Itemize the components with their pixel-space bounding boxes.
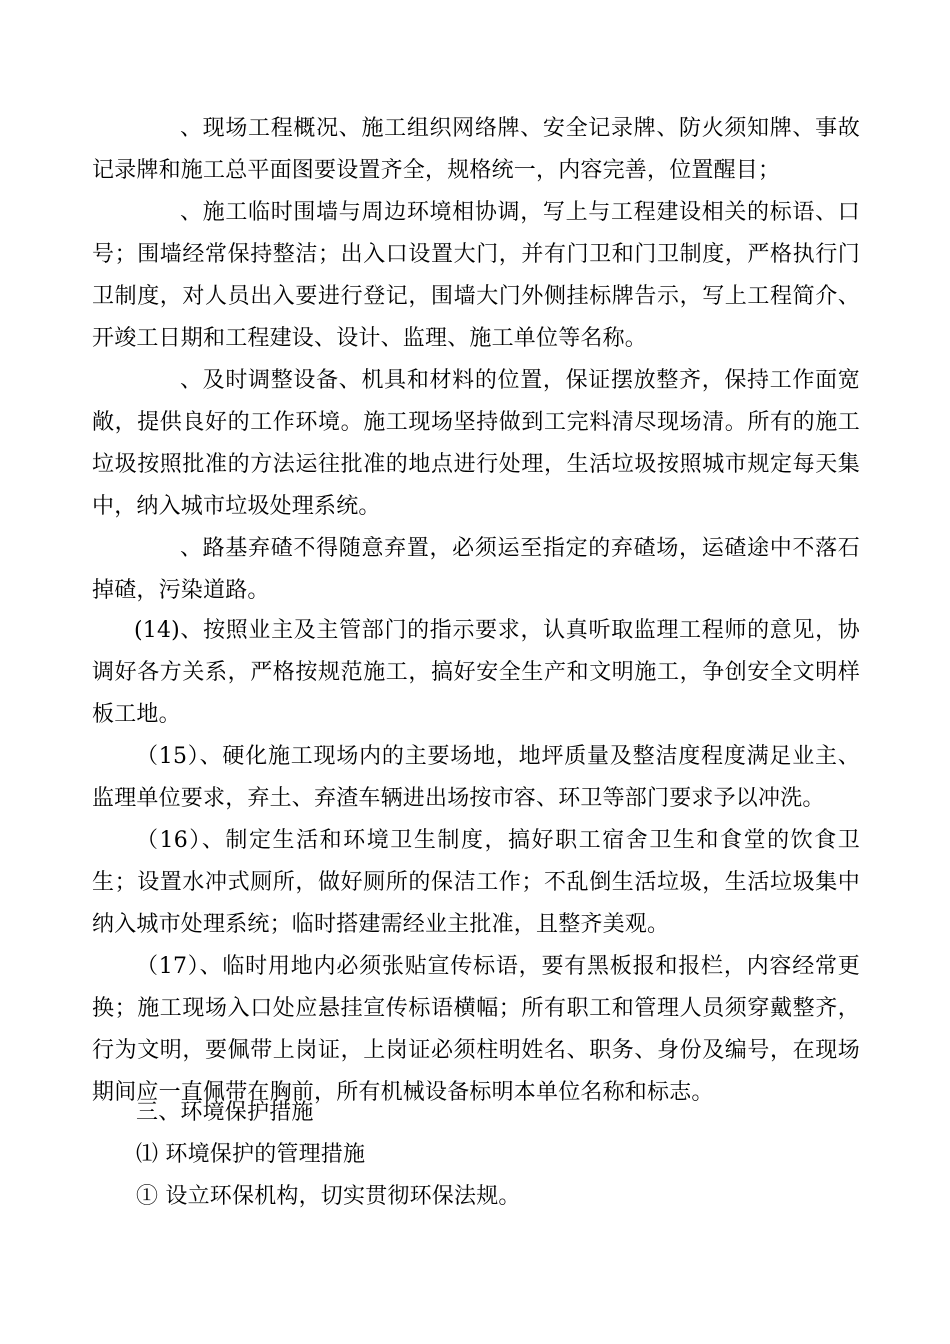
paragraph-item-15: （15）、硬化施工现场内的主要场地，地坪质量及整洁度程度满足业主、监理单位要求，弃土、弃渣车辆进出场按市容、环卫等部门要求予以冲洗。 — [92, 744, 860, 811]
paragraph-item-16: （16）、制定生活和环境卫生制度，搞好职工宿舍卫生和食堂的饮食卫生；设置水冲式厕所，做好厕所的保洁工作；不乱倒生活垃圾，生活垃圾集中纳入城市处理系统；临时搭建需经业主批准，且整齐美观。 — [92, 828, 860, 937]
paragraph-spoil-disposal: 、路基弃碴不得随意弃置，必须运至指定的弃碴场，运碴途中不落石掉碴，污染道路。 — [92, 536, 860, 603]
paragraph-temporary-wall: 、施工临时围墙与周边环境相协调，写上与工程建设相关的标语、口号；围墙经常保持整洁；出入口设置大门，并有门卫和门卫制度，严格执行门卫制度，对人员出入要进行登记，围墙大门外侧挂标牌告示，写上工程简介、开竣工日期和工程建设、设计、监理、施工单位等名称。 — [92, 200, 860, 351]
paragraph-signage: 、现场工程概况、施工组织网络牌、安全记录牌、防火须知牌、事故记录牌和施工总平面图要设置齐全，规格统一，内容完善，位置醒目； — [92, 116, 860, 183]
list-item-1: ① 设立环保机构，切实贯彻环保法规。 — [136, 1184, 521, 1209]
subsection-heading-management: ⑴ 环境保护的管理措施 — [136, 1142, 366, 1167]
paragraph-equipment-waste: 、及时调整设备、机具和材料的位置，保证摆放整齐，保持工作面宽敞，提供良好的工作环境。施工现场坚持做到工完料清尽现场清。所有的施工垃圾按照批准的方法运往批准的地点进行处理，生活垃圾按照城市规定每天集中，纳入城市垃圾处理系统。 — [92, 368, 860, 519]
section-heading-environmental: 三、环境保护措施 — [136, 1100, 314, 1125]
paragraph-item-14: (14)、按照业主及主管部门的指示要求，认真听取监理工程师的意见，协调好各方关系，严格按规范施工，搞好安全生产和文明施工，争创安全文明样板工地。 — [92, 618, 860, 727]
paragraph-item-17: （17）、临时用地内必须张贴宣传标语，要有黑板报和报栏，内容经常更换；施工现场入口处应悬挂宣传标语横幅；所有职工和管理人员须穿戴整齐，行为文明，要佩带上岗证，上岗证必须柱明姓名、职务、身份及编号，在现场期间应一直佩带在胸前，所有机械设备标明本单位名称和标志。 — [92, 954, 860, 1105]
